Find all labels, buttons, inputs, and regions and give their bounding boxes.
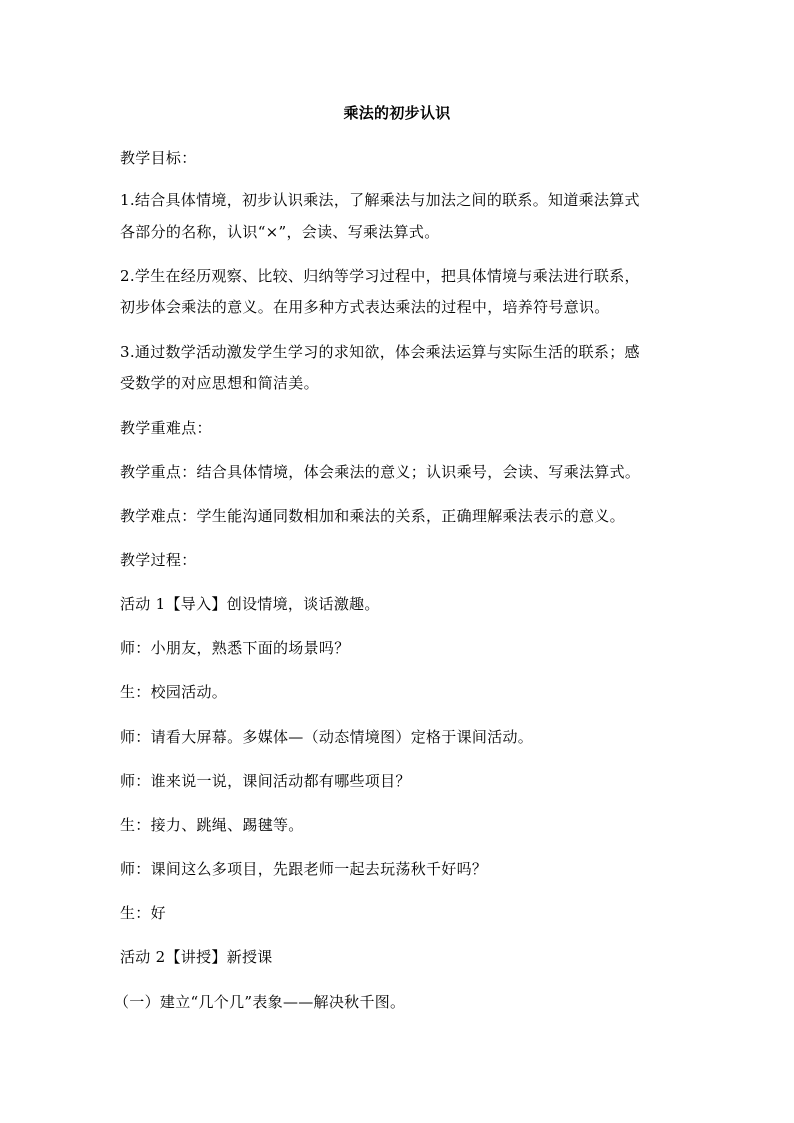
dialogue-line: 师：谁来说一说，课间活动都有哪些项目？ [120, 772, 411, 790]
objective-3-line-2: 受数学的对应思想和简洁美。 [120, 374, 319, 392]
key-point-focus: 教学重点：结合具体情境，体会乘法的意义；认识乘号，会读、写乘法算式。 [120, 463, 641, 481]
document-title: 乘法的初步认识 [343, 104, 451, 122]
activity-1-heading: 活动 1【导入】创设情境，谈话激趣。 [120, 595, 380, 613]
key-point-difficulty: 教学难点：学生能沟通同数相加和乘法的关系，正确理解乘法表示的意义。 [120, 507, 625, 525]
objective-3-line-1: 3.通过数学活动激发学生学习的求知欲，体会乘法运算与实际生活的联系；感 [120, 343, 640, 361]
section-heading-objectives: 教学目标： [120, 149, 197, 167]
dialogue-line: 师：请看大屏幕。多媒体—（动态情境图）定格于课间活动。 [120, 728, 534, 746]
dialogue-line: 生：好 [120, 904, 166, 922]
subsection-heading: （一）建立“几个几”表象——解决秋千图。 [114, 993, 406, 1011]
objective-1-line-2: 各部分的名称，认识“×”，会读、写乘法算式。 [120, 223, 440, 241]
dialogue-line: 生：校园活动。 [120, 683, 228, 701]
objective-2-line-2: 初步体会乘法的意义。在用多种方式表达乘法的过程中，培养符号意识。 [120, 298, 610, 316]
dialogue-line: 师：课间这么多项目，先跟老师一起去玩荡秋千好吗？ [120, 860, 488, 878]
section-heading-key-points: 教学重难点： [120, 419, 212, 437]
dialogue-line: 师：小朋友，熟悉下面的场景吗？ [120, 639, 350, 657]
activity-2-heading: 活动 2【讲授】新授课 [120, 948, 273, 966]
section-heading-process: 教学过程： [120, 551, 197, 569]
objective-1-line-1: 1.结合具体情境，初步认识乘法，了解乘法与加法之间的联系。知道乘法算式 [120, 191, 640, 209]
dialogue-line: 生：接力、跳绳、踢毽等。 [120, 816, 304, 834]
objective-2-line-1: 2.学生在经历观察、比较、归纳等学习过程中，把具体情境与乘法进行联系， [120, 267, 640, 285]
